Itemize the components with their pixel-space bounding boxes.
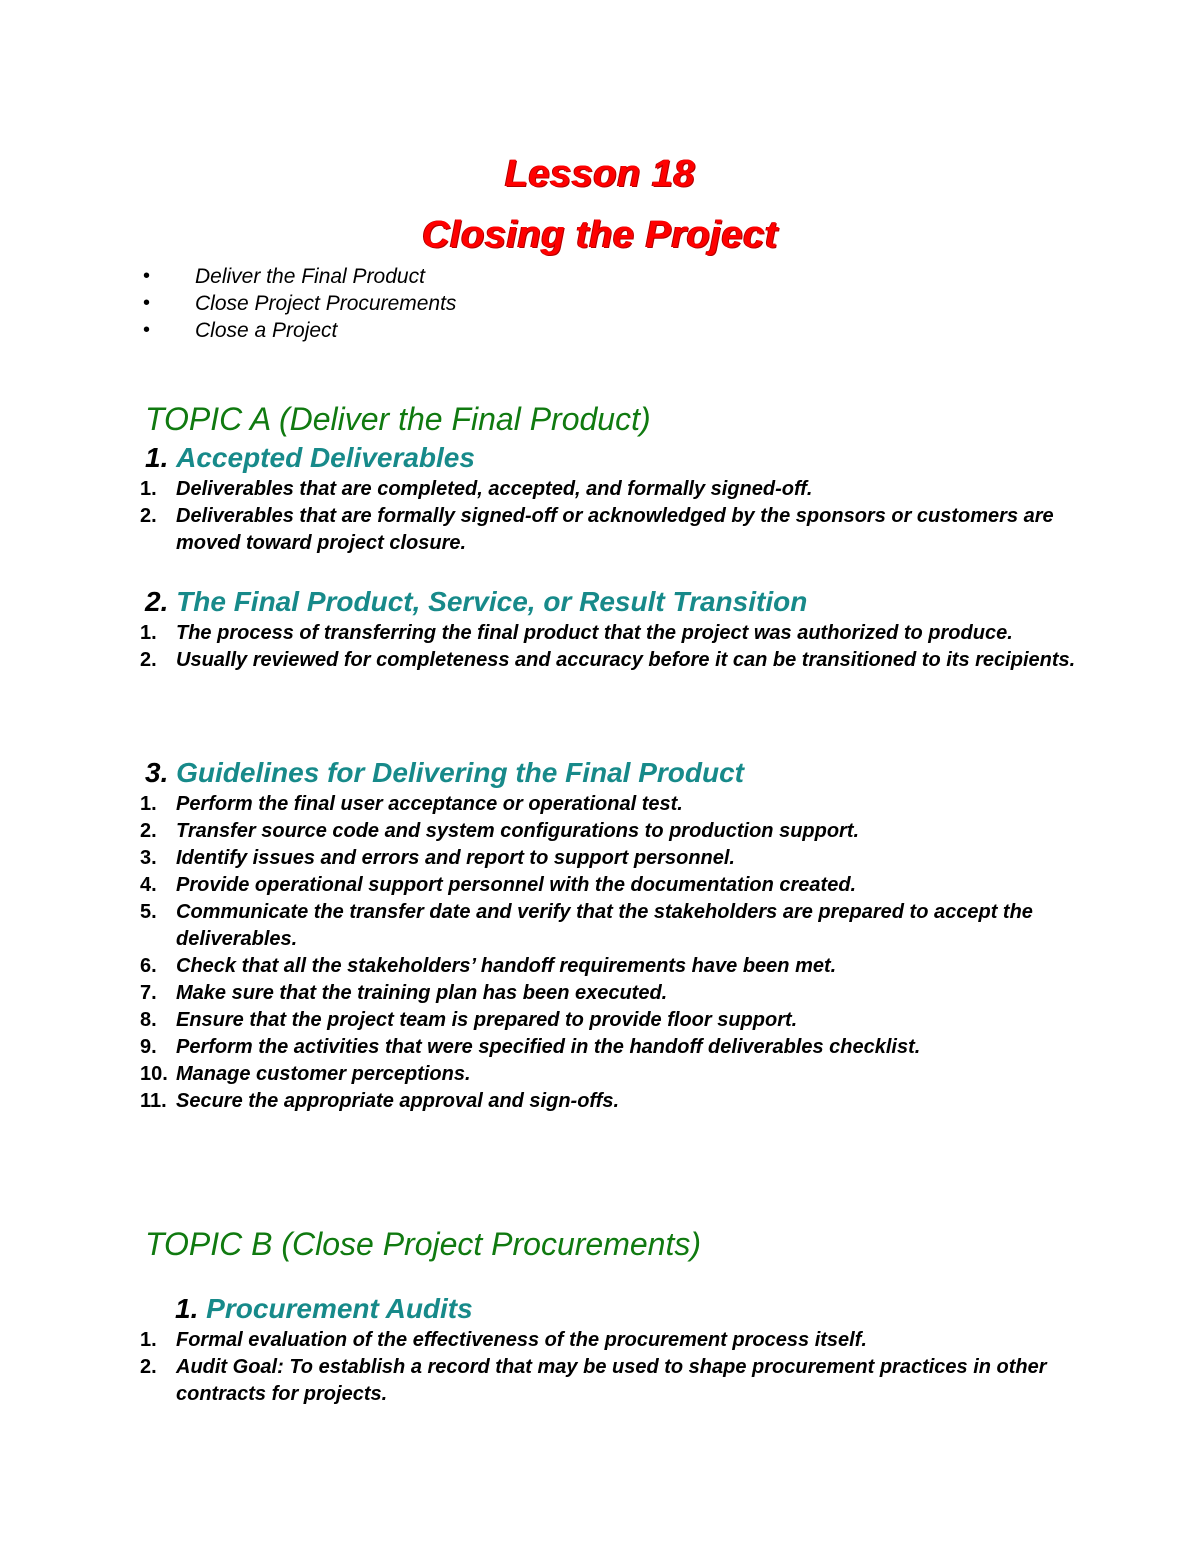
- list-item: [140, 1327, 1090, 1354]
- list-item: [140, 845, 1090, 872]
- item-number: 9.: [140, 1036, 157, 1058]
- item-number: 1.: [140, 478, 157, 500]
- list-item: [140, 1034, 1090, 1061]
- item-number: 2.: [140, 1356, 157, 1378]
- section-heading: [175, 1292, 473, 1326]
- list-item: [140, 1007, 1090, 1034]
- list-item: [140, 899, 1090, 953]
- list-item: [140, 503, 1090, 557]
- item-number: 2.: [140, 505, 157, 527]
- item-number: 1.: [140, 1329, 157, 1351]
- item-text: Communicate the transfer date and verify that the stakeholders are prepared to accept the deliverables.: [176, 901, 1033, 950]
- accepted-deliverables-list: [140, 476, 1090, 557]
- section-number: 3.: [145, 757, 169, 788]
- item-number: 4.: [140, 874, 157, 896]
- item-text: Manage customer perceptions.: [176, 1063, 471, 1085]
- item-number: 10.: [140, 1063, 168, 1085]
- section-name: Procurement Audits: [206, 1293, 473, 1324]
- section-name: Guidelines for Delivering the Final Product: [176, 757, 745, 788]
- list-item: [140, 620, 1090, 647]
- procurement-audits-list: [140, 1327, 1090, 1408]
- list-item: [140, 953, 1090, 980]
- overview-item: • Deliver the Final Product: [143, 263, 456, 290]
- item-number: 1.: [140, 793, 157, 815]
- overview-list: [143, 263, 456, 344]
- guidelines-list: [140, 791, 1090, 1115]
- item-text: Deliverables that are completed, accepted, and formally signed-off.: [176, 478, 813, 500]
- item-text: Transfer source code and system configurations to production support.: [176, 820, 860, 842]
- lesson-title: Lesson 18: [504, 153, 696, 195]
- item-text: Formal evaluation of the effectiveness of the procurement process itself.: [176, 1329, 867, 1351]
- section-heading: [145, 585, 807, 619]
- item-text: Perform the final user acceptance or operational test.: [176, 793, 683, 815]
- item-text: Make sure that the training plan has been executed.: [176, 982, 668, 1004]
- item-number: 11.: [140, 1090, 167, 1112]
- section-heading: [145, 441, 475, 475]
- item-number: 2.: [140, 820, 157, 842]
- item-text: The process of transferring the final product that the project was authorized to produce.: [176, 622, 1013, 644]
- lesson-subtitle: Closing the Project: [422, 214, 778, 256]
- item-number: 7.: [140, 982, 157, 1004]
- overview-item: • Close Project Procurements: [143, 290, 456, 317]
- topic-a-heading: TOPIC A (Deliver the Final Product): [145, 401, 651, 437]
- list-item: [140, 1088, 1090, 1115]
- item-text: Check that all the stakeholders’ handoff requirements have been met.: [176, 955, 837, 977]
- list-item: [140, 1354, 1090, 1408]
- section-name: The Final Product, Service, or Result Transition: [176, 586, 808, 617]
- item-number: 2.: [140, 649, 157, 671]
- overview-item: • Close a Project: [143, 317, 456, 344]
- list-item: [140, 791, 1090, 818]
- list-item: [140, 980, 1090, 1007]
- list-item: [140, 1061, 1090, 1088]
- item-number: 5.: [140, 901, 157, 923]
- section-heading: [145, 756, 744, 790]
- item-text: Deliverables that are formally signed-off or acknowledged by the sponsors or customers are moved toward project closure.: [176, 505, 1054, 554]
- item-text: Identify issues and errors and report to support personnel.: [176, 847, 735, 869]
- item-text: Secure the appropriate approval and sign-offs.: [176, 1090, 620, 1112]
- list-item: [140, 476, 1090, 503]
- topic-b-heading: TOPIC B (Close Project Procurements): [145, 1226, 702, 1262]
- item-text: Usually reviewed for completeness and accuracy before it can be transitioned to its recipients.: [176, 649, 1076, 671]
- section-number: 1.: [145, 442, 169, 473]
- section-number: 1.: [175, 1293, 199, 1324]
- list-item: [140, 818, 1090, 845]
- transition-list: [140, 620, 1090, 674]
- section-number: 2.: [145, 586, 169, 617]
- item-number: 8.: [140, 1009, 157, 1031]
- item-number: 3.: [140, 847, 157, 869]
- section-name: Accepted Deliverables: [176, 442, 475, 473]
- item-text: Perform the activities that were specified in the handoff deliverables checklist.: [176, 1036, 921, 1058]
- item-text: Provide operational support personnel with the documentation created.: [176, 874, 857, 896]
- item-number: 1.: [140, 622, 157, 644]
- item-text: Audit Goal: To establish a record that may be used to shape procurement practices in other contracts for projects.: [176, 1356, 1047, 1405]
- item-number: 6.: [140, 955, 157, 977]
- list-item: [140, 872, 1090, 899]
- item-text: Ensure that the project team is prepared to provide floor support.: [176, 1009, 798, 1031]
- list-item: [140, 647, 1090, 674]
